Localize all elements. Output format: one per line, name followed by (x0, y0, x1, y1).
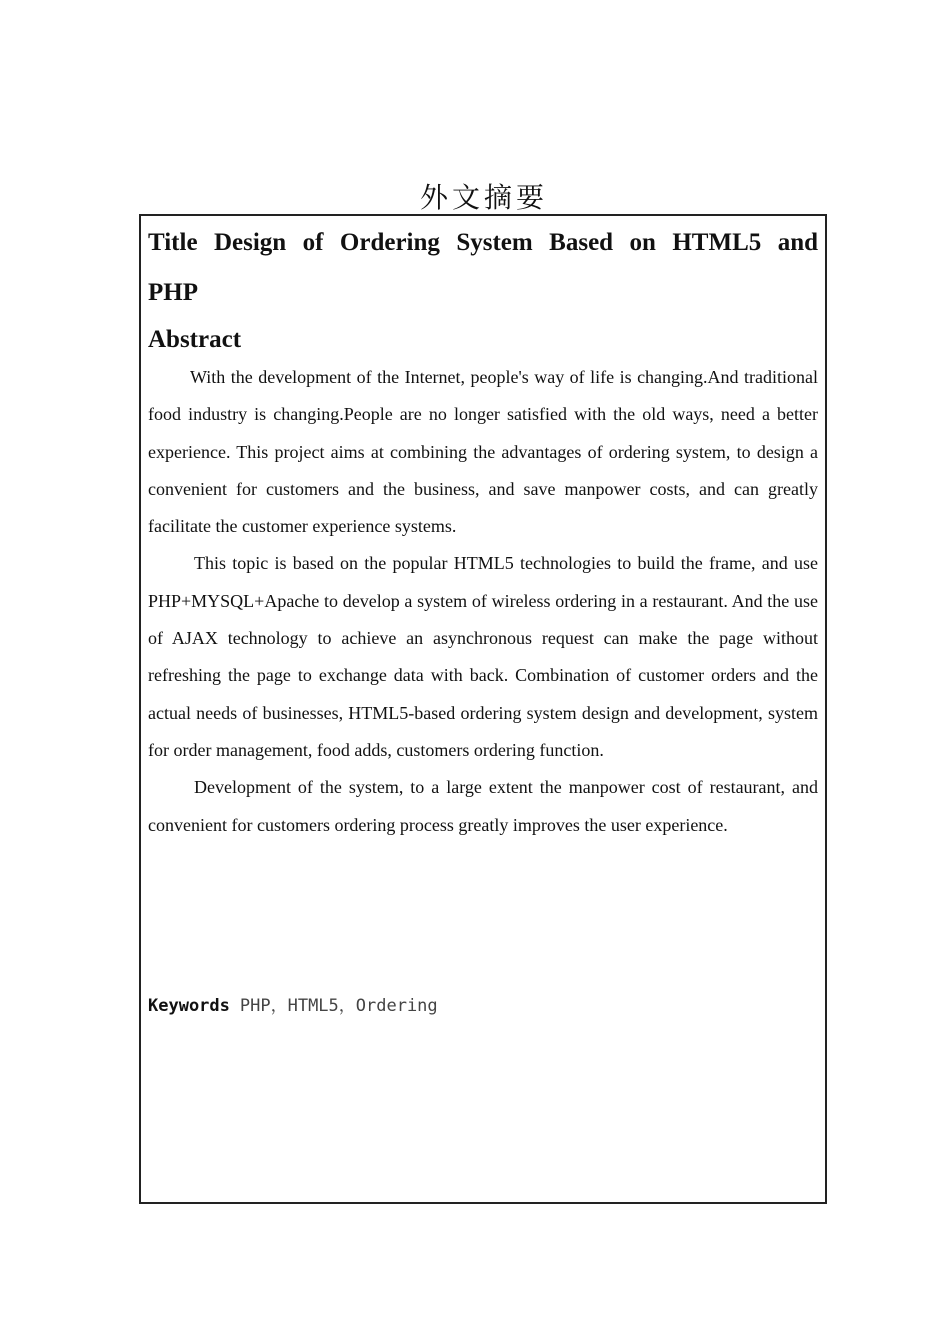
abstract-paragraph-2: This topic is based on the popular HTML5 technologies to build the frame, and use PHP+MYSQL+Apache to develop a system of wireless ordering in a restaurant. And the use of AJAX technology to achieve an asynchronous request can make the page without refreshing the page to exchange data with back. Combination of customer orders and the actual needs of businesses, HTML5-based ordering system design and development, system for order management, food adds, customers ordering function. (148, 553, 818, 760)
page-heading: 外文摘要 (419, 181, 548, 214)
keywords-line (148, 992, 438, 1020)
keywords-label: Keywords (148, 996, 230, 1016)
keywords-values: PHP，HTML5，Ordering (239, 996, 438, 1016)
abstract-paragraph-3: Development of the system, to a large extent the manpower cost of restaurant, and convenient for customers ordering process greatly improves the user experience. (148, 777, 818, 835)
abstract-body (148, 359, 818, 844)
abstract-heading: Abstract (148, 326, 242, 353)
paper-title: Title Design of Ordering System Based on HTML5 and PHP (148, 229, 818, 306)
abstract-paragraph-1: With the development of the Internet, people's way of life is changing.And traditional food industry is changing.People are no longer satisfied with the old ways, need a better experience. This project aims at combining the advantages of ordering system, to design a convenient for customers and the business, and save manpower costs, and can greatly facilitate the customer experience systems. (148, 367, 818, 537)
